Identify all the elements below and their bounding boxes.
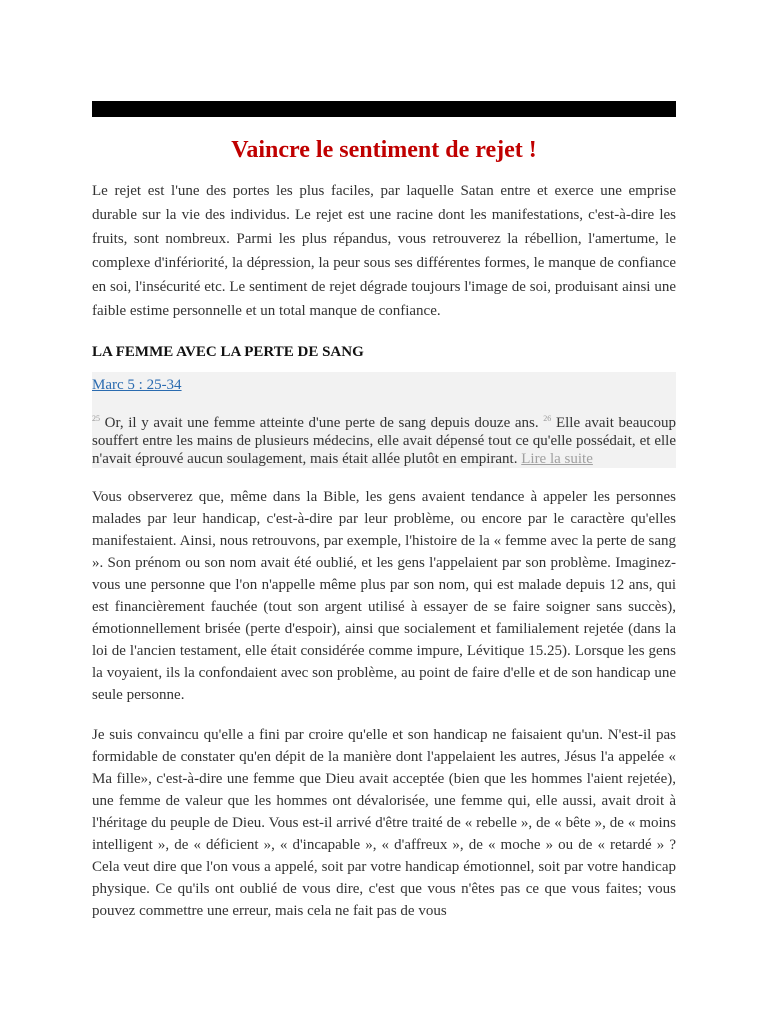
verse-box [92,372,676,468]
top-black-bar [92,101,676,117]
article-title: Vaincre le sentiment de rejet ! [231,137,537,163]
section-heading: LA FEMME AVEC LA PERTE DE SANG [92,344,364,360]
verse-number: 26 [543,414,552,423]
body-paragraph-2: Je suis convaincu qu'elle a fini par croire qu'elle et son handicap ne faisaient qu'un. N'est-il pas formidable de constater qu'en dépit de la manière dont l'appelaient les autres, Jésus l'a appelée « Ma fille», c'est-à-dire une femme que Dieu avait acceptée (bien que les hommes l'aient rejetée), une femme de valeur que les hommes ont dévalorisée, une femme qui, elle aussi, avait droit à l'héritage du peuple de Dieu. Vous est-il arrivé d'être traité de « rebelle », de « bête », de « moins intelligent », de « déficient », « d'incapable », « d'affreux », de « moche » ou de « retardé » ? Cela veut dire que l'on vous a appelé, soit par votre handicap émotionnel, soit par votre handicap physique. Ce qu'ils ont oublié de vous dire, c'est que vous n'êtes pas ce que vous faites; vous pouvez commettre une erreur, mais cela ne fait pas de vous [92,727,676,919]
body-paragraph-1: Vous observerez que, même dans la Bible, les gens avaient tendance à appeler les personnes malades par leur handicap, c'est-à-dire par leur problème, ou encore par le caractère qu'elles manifestaient. Ainsi, nous retrouvons, par exemple, l'histoire de la « femme avec la perte de sang ». Son prénom ou son nom avait été oublié, et les gens l'appelaient par son problème. Imaginez-vous une personne que l'on n'appelle même plus par son nom, qui est malade depuis 12 ans, qui est financièrement fauchée (tout son argent utilisé à essayer de se faire soigner sans succès), émotionnellement brisée (perte d'espoir), ainsi que socialement et familialement rejetée (dans la loi de l'ancien testament, elle était considérée comme impure, Lévitique 15.25). Lorsque les gens la voyaient, ils la confondaient avec son problème, au point de faire d'elle et de son handicap une seule personne. [92,489,676,703]
read-more-link[interactable]: Lire la suite [521,451,593,467]
verse-text [92,410,676,468]
verse-number: 25 [92,414,100,423]
verse-line: Elle avait beaucoup souffert entre les mains de plusieurs médecins, elle avait dépensé tout ce qu'elle possédait, et elle n'avait éprouvé aucun soulagement, mais était allée plutôt en empirant. [92,415,677,467]
article [92,101,676,922]
intro-paragraph: Le rejet est l'une des portes les plus faciles, par laquelle Satan entre et exerce une emprise durable sur la vie des individus. Le rejet est une racine dont les manifestations, c'est-à-dire les fruits, sont nombreux. Parmi les plus répandus, vous retrouverez la rébellion, l'amertume, le complexe d'infériorité, la dépression, la peur sous ses différentes formes, le manque de confiance en soi, l'insécurité etc. Le sentiment de rejet dégrade toujours l'image de soi, produisant ainsi une faible estime personnelle et un total manque de confiance. [92,183,676,319]
verse-reference-link[interactable]: Marc 5 : 25-34 [92,377,182,393]
verse-line: Or, il y avait une femme atteinte d'une perte de sang depuis douze ans. [100,415,544,431]
